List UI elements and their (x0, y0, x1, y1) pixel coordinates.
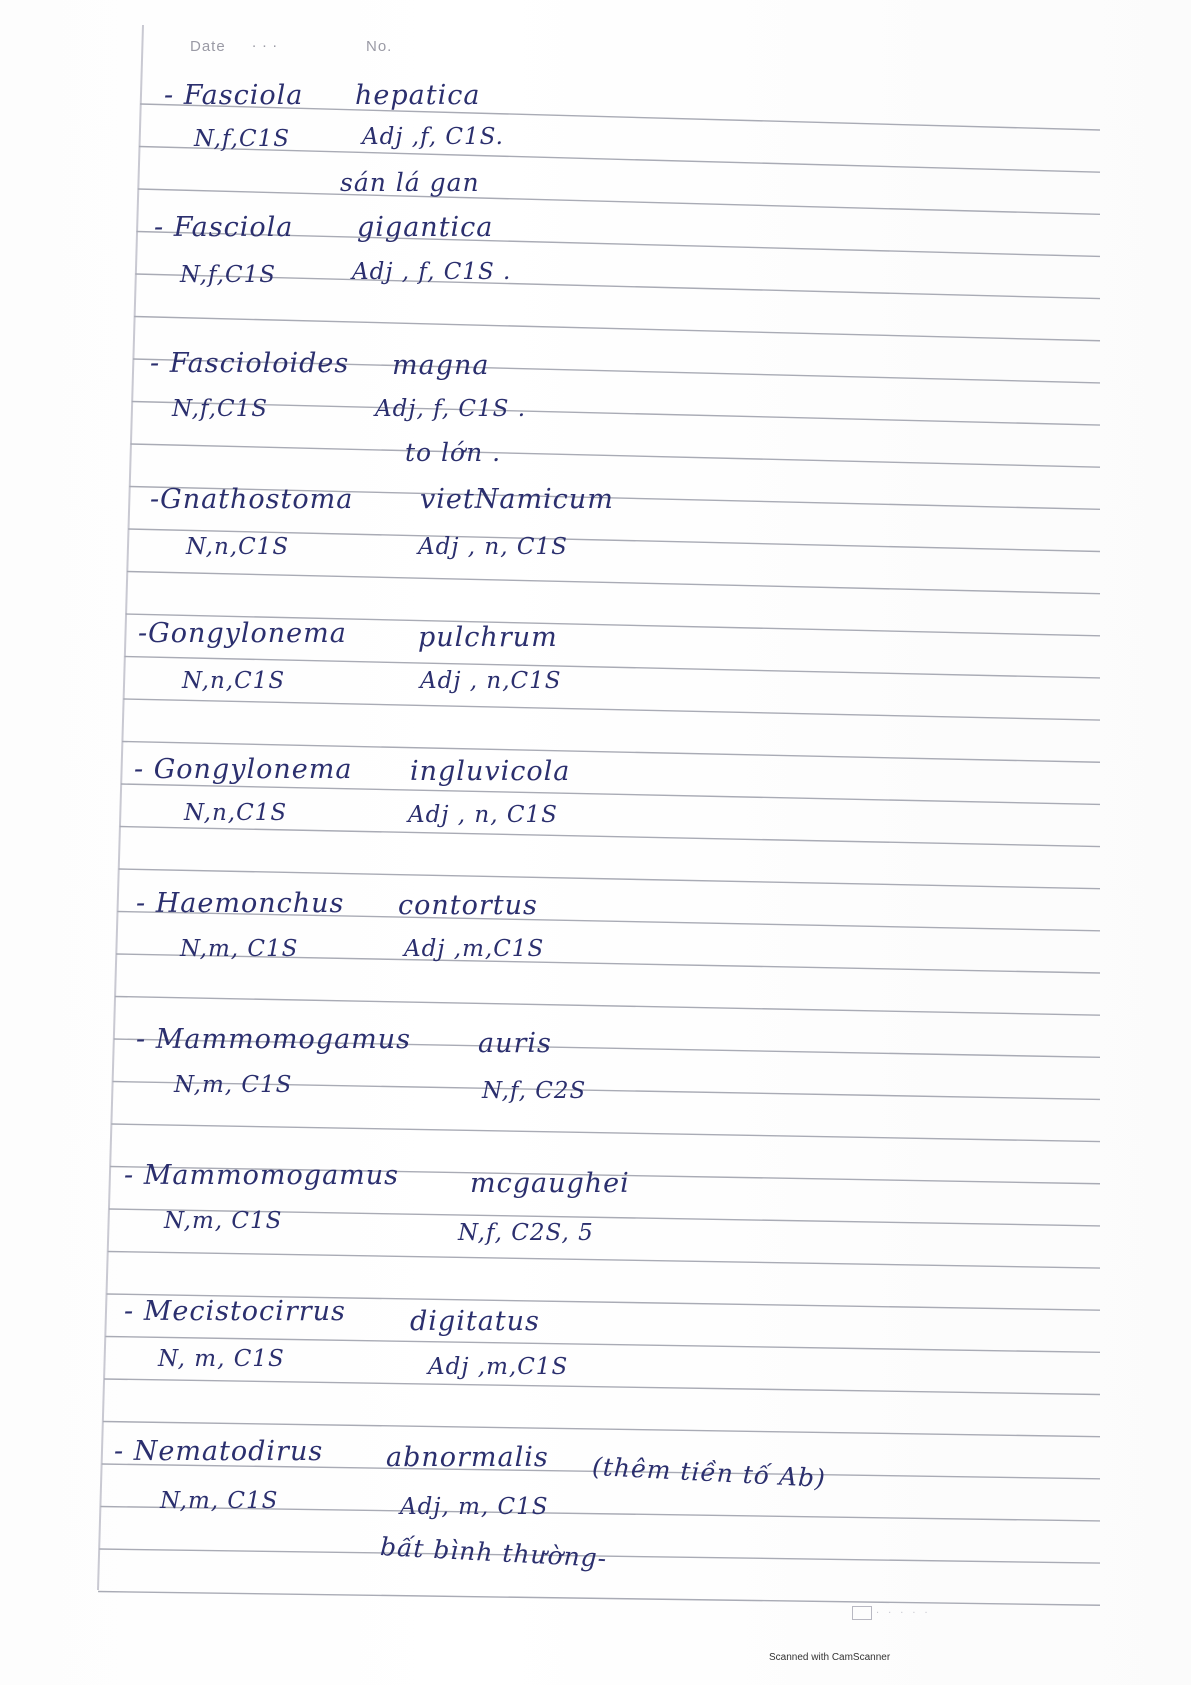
rule-line (108, 1252, 1100, 1269)
entry-note: (thêm tiền tố Ab) (591, 1451, 827, 1494)
species-grammar: Adj, f, C1S . (375, 396, 527, 422)
rule-line (127, 572, 1100, 594)
entry-genus: -Gongylonema (138, 618, 347, 649)
genus-grammar: N,f,C1S (172, 396, 268, 422)
rule-line (111, 1124, 1100, 1142)
margin-line (98, 25, 143, 1590)
entry-species: pulchrum (418, 622, 558, 653)
species-grammar: Adj , n, C1S (408, 802, 558, 828)
footer-dots: . . . . . (876, 1604, 931, 1616)
date-label: Date (190, 38, 226, 55)
rule-line (103, 1422, 1100, 1437)
genus-grammar: N,m, C1S (160, 1488, 279, 1514)
entry-species: magna (392, 350, 490, 381)
entry-genus: - Nematodirus (114, 1436, 324, 1467)
rule-line (134, 317, 1100, 341)
entry-gloss: sán lá gan (340, 168, 480, 197)
entry-genus: -Gnathostoma (150, 484, 354, 515)
entry-species: vietNamicum (420, 484, 614, 515)
rule-line (138, 189, 1100, 214)
genus-grammar: N,f,C1S (194, 126, 290, 152)
rule-line (123, 699, 1100, 720)
entry-species: hepatica (355, 80, 481, 111)
genus-grammar: N,n,C1S (186, 534, 290, 560)
genus-grammar: N,n,C1S (182, 668, 286, 694)
rule-line (132, 402, 1100, 426)
species-grammar: N,f, C2S, 5 (458, 1220, 594, 1246)
entry-genus: - Haemonchus (136, 888, 345, 919)
species-grammar: Adj ,f, C1S. (362, 124, 504, 150)
rule-line (135, 274, 1100, 299)
species-grammar: N,f, C2S (482, 1078, 587, 1104)
entry-species: ingluvicola (410, 756, 571, 787)
rule-line (115, 997, 1100, 1016)
rule-line (120, 827, 1100, 847)
entry-species: auris (478, 1028, 552, 1059)
entry-genus: - Mammomogamus (136, 1024, 412, 1055)
entry-genus: - Fascioloides (150, 348, 350, 379)
entry-genus: - Mammomogamus (124, 1160, 400, 1191)
entry-genus: - Fasciola (164, 80, 304, 111)
number-label: No. (366, 38, 393, 55)
entry-species: contortus (398, 890, 538, 921)
date-dots: . . . (252, 34, 278, 51)
rule-line (119, 869, 1100, 889)
genus-grammar: N,m, C1S (180, 936, 299, 962)
species-grammar: Adj , f, C1S . (352, 259, 512, 285)
species-grammar: Adj , n,C1S (420, 668, 562, 694)
entry-species: mcgaughei (470, 1168, 630, 1199)
rule-line (131, 444, 1100, 467)
genus-grammar: N,m, C1S (164, 1208, 283, 1234)
genus-grammar: N,m, C1S (174, 1072, 293, 1098)
notebook-logo-icon (852, 1606, 872, 1620)
genus-grammar: N, m, C1S (158, 1346, 285, 1372)
entry-species: digitatus (410, 1306, 540, 1337)
entry-species: abnormalis (386, 1442, 549, 1473)
rule-line (104, 1379, 1100, 1395)
scanner-watermark: Scanned with CamScanner (769, 1652, 891, 1663)
species-grammar: Adj ,m,C1S (404, 936, 545, 962)
entry-genus: - Fasciola (154, 212, 294, 243)
species-grammar: Adj , n, C1S (418, 534, 568, 560)
entry-gloss: bất bình thường- (379, 1532, 608, 1573)
entry-genus: - Gongylonema (134, 754, 353, 785)
genus-grammar: N,f,C1S (180, 262, 276, 288)
entry-gloss: to lớn . (405, 438, 502, 467)
species-grammar: Adj ,m,C1S (428, 1354, 569, 1380)
entry-species: gigantica (357, 212, 494, 243)
entry-genus: - Mecistocirrus (124, 1296, 346, 1327)
species-grammar: Adj, m, C1S (400, 1494, 549, 1520)
rule-line (98, 1592, 1100, 1606)
genus-grammar: N,n,C1S (184, 800, 288, 826)
